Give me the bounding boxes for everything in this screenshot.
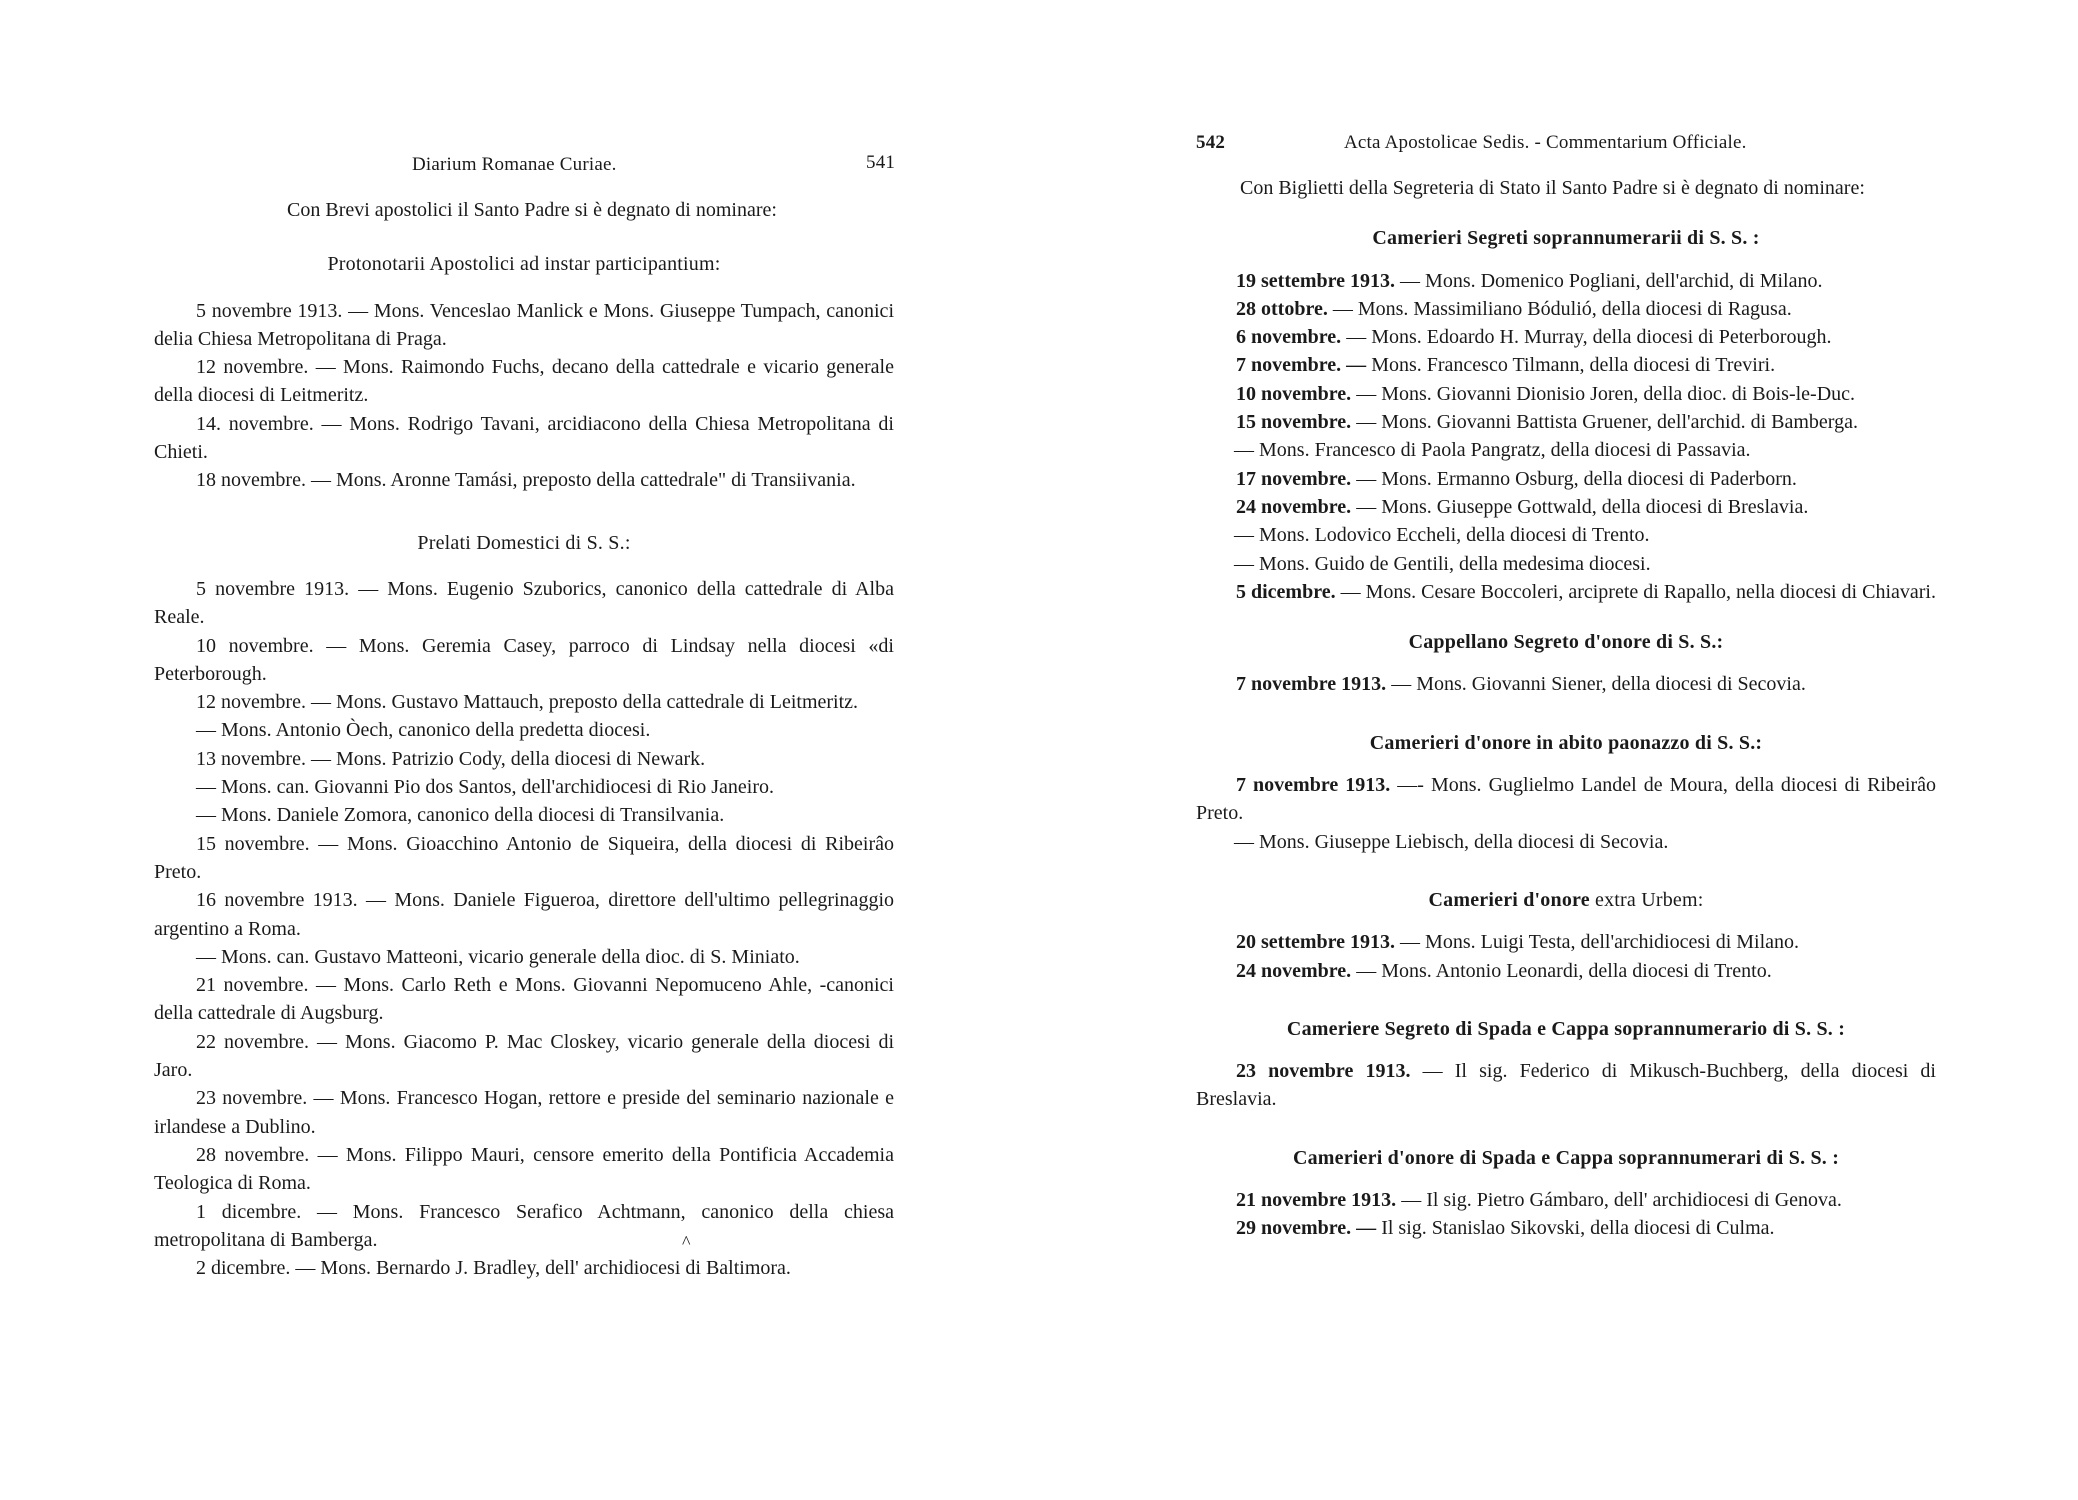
entry-text: — Mons. Giovanni Siener, della diocesi di Secovia. [1386, 673, 1806, 696]
entry-date: 6 novembre. [1236, 326, 1342, 349]
entry [1196, 493, 1936, 521]
entry: 12 novembre. — Mons. Gustavo Mattauch, preposto della cattedrale di Leitmeritz. [196, 691, 859, 714]
entry-date: 28 ottobre. [1236, 297, 1328, 320]
entry-text: — Mons. Antonio Leonardi, della diocesi di Trento. [1351, 959, 1772, 982]
entry: 13 novembre. — Mons. Patrizio Cody, della diocesi di Newark. [196, 747, 706, 770]
entry-date: 5 dicembre. [1236, 580, 1336, 603]
entry-date: 19 settembre 1913. [1236, 269, 1396, 292]
entry-text: — Mons. Giuseppe Liebisch, della diocesi di Secovia. [1234, 830, 1669, 853]
entry [1196, 550, 1936, 578]
entry-text: — Mons. Ermanno Osburg, della diocesi di Paderborn. [1351, 467, 1797, 490]
heading-bold-part: Camerieri d'onore [1428, 888, 1590, 911]
right-intro: Con Biglietti della Segreteria di Stato il Santo Padre si è degnato di nominare: [1240, 177, 1865, 199]
entry: 12 novembre. — Mons. Raimondo Fuchs, decano della cattedrale e vicario generale della diocesi di Leitmeritz. [154, 356, 894, 407]
entry: — Mons. Antonio Òech, canonico della predetta diocesi. [196, 719, 651, 742]
entry-text: —- Mons. Guglielmo Landel de Moura, della diocesi di Ribeirâo Preto. [1196, 774, 1936, 825]
right-running-head [1196, 130, 1936, 160]
section-heading-camerieri-paonazzo: Camerieri d'onore in abito paonazzo di S. S.: [1369, 731, 1763, 754]
entry [1196, 771, 1936, 828]
entry [1196, 408, 1936, 436]
entry-text: — Mons. Giovanni Dionisio Joren, della dioc. di Bois-le-Duc. [1351, 382, 1856, 405]
entry: 2 dicembre. — Mons. Bernardo J. Bradley, dell' archidiocesi di Baltimora. [196, 1257, 791, 1280]
entry-text: — Mons. Domenico Pogliani, dell'archid, di Milano. [1395, 269, 1823, 292]
entry: 10 novembre. — Mons. Geremia Casey, parroco di Lindsay nella diocesi «di Peterborough. [154, 634, 894, 685]
entry-date: 20 settembre 1913. [1236, 931, 1396, 954]
stray-caret-mark: ^ [682, 1232, 691, 1252]
entry-date: 29 novembre. — [1236, 1217, 1377, 1240]
entry-text: — Mons. Edoardo H. Murray, della diocesi di Peterborough. [1341, 326, 1832, 349]
entry-date: 23 novembre 1913. [1236, 1060, 1411, 1083]
entry-date: 24 novembre. [1236, 959, 1352, 982]
entry-text: — Il sig. Pietro Gámbaro, dell' archidiocesi di Genova. [1396, 1189, 1842, 1212]
entry [1196, 465, 1936, 493]
entry [1196, 828, 1936, 856]
entry [1196, 1186, 1936, 1214]
entry-date: 7 novembre 1913. [1236, 774, 1391, 797]
section-heading-spada-cappa-plural: Camerieri d'onore di Spada e Cappa soprannumerari di S. S. : [1292, 1146, 1840, 1169]
left-running-head [154, 150, 894, 180]
entry: 15 novembre. — Mons. Gioacchino Antonio de Siqueira, della diocesi di Ribeirâo Preto. [154, 832, 894, 883]
entry: — Mons. Daniele Zomora, canonico della diocesi di Transilvania. [196, 804, 725, 827]
entry-date: 7 novembre 1913. [1236, 673, 1387, 696]
entry [1196, 928, 1936, 956]
heading-rest: extra Urbem: [1589, 888, 1704, 911]
entry [1196, 670, 1936, 698]
entry: 5 novembre 1913. — Mons. Venceslao Manlick e Mons. Giuseppe Tumpach, canonici delia Chiesa Metropolitana di Praga. [154, 299, 894, 350]
entry [1196, 1214, 1936, 1242]
entry-date: 21 novembre 1913. [1236, 1189, 1397, 1212]
entry: — Mons. can. Gustavo Matteoni, vicario generale della dioc. di S. Miniato. [196, 945, 800, 968]
right-page [1196, 0, 1936, 1500]
entry [1196, 323, 1936, 351]
entry-text: — Mons. Massimiliano Bódulió, della diocesi di Ragusa. [1327, 297, 1792, 320]
entry [1196, 1057, 1936, 1114]
entry: 5 novembre 1913. — Mons. Eugenio Szuborics, canonico della cattedrale di Alba Reale. [154, 577, 894, 629]
section-heading-extra-urbem [1196, 886, 1936, 914]
entry [1196, 295, 1936, 323]
entry-text: — Mons. Lodovico Eccheli, della diocesi di Trento. [1234, 524, 1650, 547]
entry-text: — Il sig. Federico di Mikusch-Buchberg, della diocesi di Breslavia. [1196, 1060, 1936, 1111]
left-running-title: Diarium Romanae Curiae. [412, 154, 617, 175]
left-page [154, 0, 894, 1500]
section-heading-protonotarii: Protonotarii Apostolici ad instar participantium: [327, 253, 721, 276]
right-page-number: 542 [1196, 132, 1226, 153]
entry-text: Il sig. Stanislao Sikovski, della diocesi di Culma. [1376, 1217, 1775, 1240]
entry: — Mons. can. Giovanni Pio dos Santos, dell'archidiocesi di Rio Janeiro. [196, 776, 774, 799]
entry: 16 novembre 1913. — Mons. Daniele Figueroa, direttore dell'ultimo pellegrinaggio argentino a Roma. [154, 889, 894, 940]
entry [1196, 578, 1936, 606]
entry-date: 7 novembre. — [1236, 354, 1367, 377]
section-heading-camerieri-segreti: Camerieri Segreti soprannumerarii di S. S. : [1372, 227, 1760, 250]
entry-date: 17 novembre. [1236, 467, 1352, 490]
entry [1196, 436, 1936, 464]
entry-text: — Mons. Giovanni Battista Gruener, dell'archid. di Bamberga. [1351, 411, 1858, 434]
entry: 28 novembre. — Mons. Filippo Mauri, censore emerito della Pontificia Accademia Teologica di Roma. [154, 1143, 894, 1195]
right-running-title: Acta Apostolicae Sedis. - Commentarium Officiale. [1344, 132, 1747, 153]
section-heading-spada-cappa-singular: Cameriere Segreto di Spada e Cappa soprannumerario di S. S. : [1286, 1017, 1846, 1040]
left-body [154, 196, 894, 1282]
section-heading-cappellano: Cappellano Segreto d'onore di S. S.: [1408, 631, 1724, 654]
entry-text: — Mons. Francesco di Paola Pangratz, della diocesi di Passavia. [1234, 439, 1751, 462]
entry [1196, 380, 1936, 408]
entry: 18 novembre. — Mons. Aronne Tamási, preposto della cattedrale" di Transiivania. [196, 469, 856, 492]
entry-date: 24 novembre. [1236, 495, 1352, 518]
entry-text: — Mons. Luigi Testa, dell'archidiocesi di Milano. [1395, 931, 1800, 954]
entry [1196, 957, 1936, 985]
left-page-number: 541 [866, 152, 896, 173]
entry-date: 15 novembre. [1236, 411, 1352, 434]
entry [1196, 267, 1936, 295]
entry [1196, 521, 1936, 549]
entry-text: — Mons. Guido de Gentili, della medesima diocesi. [1234, 552, 1651, 575]
section-heading-prelati: Prelati Domestici di S. S.: [417, 531, 631, 554]
entry-text: — Mons. Cesare Boccoleri, arciprete di Rapallo, nella diocesi di Chiavari. [1335, 580, 1936, 603]
entry: 22 novembre. — Mons. Giacomo P. Mac Closkey, vicario generale della diocesi di Jaro. [154, 1030, 894, 1082]
entry: 14. novembre. — Mons. Rodrigo Tavani, arcidiacono della Chiesa Metropolitana di Chieti. [154, 412, 894, 464]
entry: 23 novembre. — Mons. Francesco Hogan, rettore e preside del seminario nazionale e irlandese a Dublino. [154, 1087, 894, 1138]
entry-text: Mons. Francesco Tilmann, della diocesi di Treviri. [1366, 354, 1776, 377]
entry [1196, 351, 1936, 379]
entry-text: — Mons. Giuseppe Gottwald, della diocesi di Breslavia. [1351, 495, 1809, 518]
entry: 1 dicembre. — Mons. Francesco Serafico Achtmann, canonico della chiesa metropolitana di Bamberga. [154, 1200, 894, 1251]
entry: 21 novembre. — Mons. Carlo Reth e Mons. Giovanni Nepomuceno Ahle, -canonici della cattedrale di Augsburg. [154, 974, 894, 1025]
right-body [1196, 174, 1936, 1243]
entry-date: 10 novembre. [1236, 382, 1352, 405]
left-intro: Con Brevi apostolici il Santo Padre si è degnato di nominare: [287, 199, 777, 221]
